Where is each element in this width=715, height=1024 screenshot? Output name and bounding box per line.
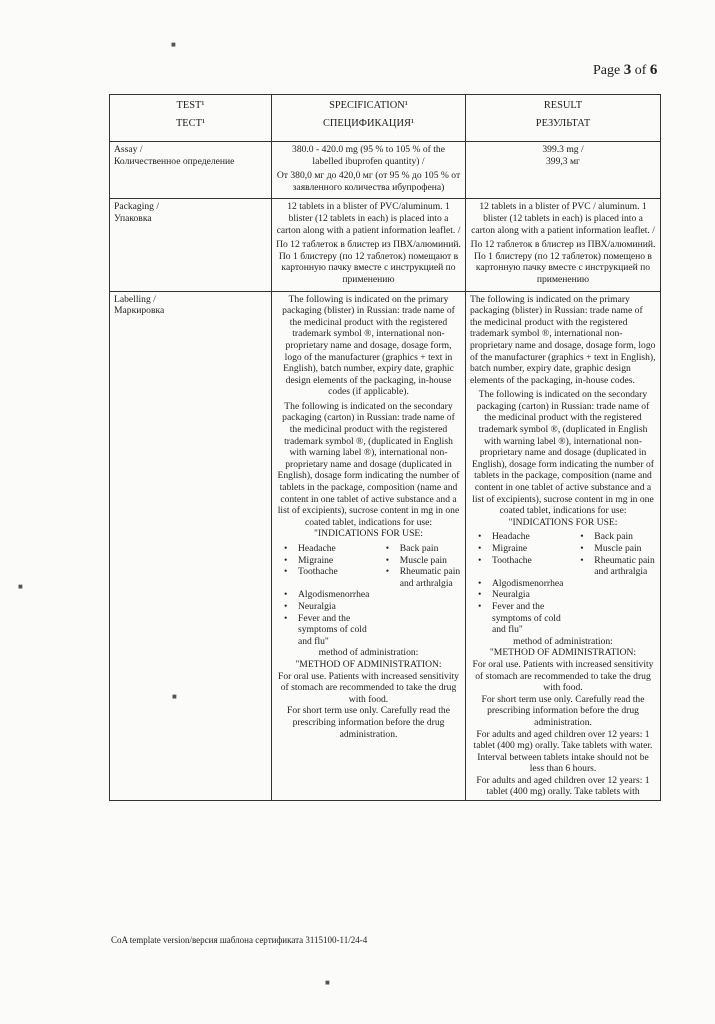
list-item: • Toothache xyxy=(276,566,378,578)
packaging-test xyxy=(110,199,272,291)
list-item: • Algodismenorrhea xyxy=(276,589,378,601)
packaging-spec xyxy=(272,199,466,291)
list-item: • Neuralgia xyxy=(470,589,572,601)
header-row xyxy=(110,95,661,142)
assay-test-en: Assay / xyxy=(114,144,143,155)
assay-spec-en: 380.0 - 420.0 mg (95 % to 105 % of the labelled ibuprofen quantity) / xyxy=(292,144,445,167)
labelling-test-ru: Маркировка xyxy=(114,305,165,317)
list-item: • Headache xyxy=(470,531,572,543)
page-prefix: Page xyxy=(593,63,624,78)
packaging-result-en: 12 tablets in a blister of PVC / aluminum. 1 blister (12 tablets in each) is placed into a carton along with a patient information leaflet. / xyxy=(471,201,655,236)
list-item: • Headache xyxy=(276,543,378,555)
scan-speck: ■ xyxy=(171,40,176,49)
result-interval: Interval between tablets intake should not be less than 6 hours. xyxy=(477,751,649,775)
list-item: • Fever and the symptoms of cold and flu" xyxy=(276,613,378,648)
page-sep: of xyxy=(631,63,650,78)
spec-method-intro: method of administration: xyxy=(318,647,419,659)
template-version-footer: CoA template version/версия шаблона сертификата 3115100-11/24-4 xyxy=(111,935,368,945)
page-number xyxy=(593,62,657,79)
result-ind-more xyxy=(470,578,572,636)
spec-secondary-text: The following is indicated on the secondary packaging (carton) in Russian: trade name of the medicinal product with the registered trademark symbol ®, (duplicated in English with warning label ®), international non-proprietary name and dosage (duplicated in English), dosage form indicating the number of tablets in the package, composition (name and content in one tablet of active substance and a list of excipients), sucrose content in mg in one coated tablet, indications for use: "INDICATIONS FOR USE: xyxy=(277,400,460,540)
result-method-title: "METHOD OF ADMINISTRATION: xyxy=(489,647,637,659)
spec-ind-right xyxy=(378,543,461,589)
header-spec xyxy=(272,95,466,142)
header-spec-ru: СПЕЦИФИКАЦИЯ¹ xyxy=(323,118,414,129)
packaging-spec-ru: По 12 таблеток в блистер из ПВХ/алюминий. По 1 блистеру (по 12 таблеток) помещают в картонную пачку вместе с инструкцией по применению xyxy=(276,239,461,285)
list-item: • Muscle pain xyxy=(378,555,461,567)
labelling-test xyxy=(110,291,272,801)
spec-method-oral: For oral use. Patients with increased sensitivity of stomach are recommended to take the drug with food. xyxy=(278,670,459,705)
assay-result-ru: 399,3 мг xyxy=(546,155,580,167)
spec-method-title: "METHOD OF ADMINISTRATION: xyxy=(295,658,442,670)
packaging-result xyxy=(466,199,661,291)
assay-spec-ru: От 380,0 мг до 420,0 мг (от 95 % до 105 % от заявленного количества ибупрофена) xyxy=(276,170,461,193)
labelling-row xyxy=(110,291,661,801)
list-item: • Algodismenorrhea xyxy=(470,578,572,590)
packaging-row xyxy=(110,199,661,291)
packaging-result-ru: По 12 таблеток в блистер из ПВХ/алюминий. По 1 блистеру (по 12 таблеток) помещено в картонную пачку вместе с инструкцией по применению xyxy=(470,239,656,285)
spec-ind-more xyxy=(276,589,378,647)
header-test xyxy=(110,95,272,142)
packaging-spec-en: 12 tablets in a blister of PVC/aluminum. 1 blister (12 tablets in each) is placed into a carton along with a patient information leaflet. / xyxy=(276,201,461,236)
spec-method-short: For short term use only. Carefully read the prescribing information before the drug administration. xyxy=(287,705,450,740)
list-item: • Rheumatic pain and arthralgia xyxy=(572,555,656,578)
header-test-en: TEST¹ xyxy=(176,100,205,111)
assay-test xyxy=(110,142,272,199)
result-method-oral: For oral use. Patients with increased sensitivity of stomach are recommended to take the drug with food. xyxy=(472,658,654,694)
list-item: • Toothache xyxy=(470,555,572,567)
list-item: • Migraine xyxy=(470,543,572,555)
assay-result xyxy=(466,142,661,199)
labelling-spec xyxy=(272,291,466,801)
spec-indications xyxy=(276,543,461,589)
page-total: 6 xyxy=(649,62,658,78)
result-secondary-text: The following is indicated on the secondary packaging (carton) in Russian: trade name of the medicinal product with the registered trademark symbol ®, (duplicated in English with warning label ®), international non-proprietary name and dosage (duplicated in English), dosage form indicating the number of tablets in the package, composition (name and content in one tablet of active substance and a list of excipients), sucrose content in mg in one coated tablet, indications for use: "INDICATIONS FOR USE: xyxy=(472,389,654,528)
packaging-test-en: Packaging / xyxy=(114,201,160,213)
certificate-table xyxy=(109,94,661,801)
list-item: • Migraine xyxy=(276,555,378,567)
result-ind-left xyxy=(470,531,572,577)
header-test-ru: ТЕСТ¹ xyxy=(175,118,206,129)
assay-row xyxy=(110,142,661,199)
assay-test-ru: Количественное определение xyxy=(114,155,235,167)
list-item: • Fever and the symptoms of cold and flu" xyxy=(470,601,572,636)
scan-speck: ■ xyxy=(325,978,330,987)
list-item: • Muscle pain xyxy=(572,543,656,555)
result-indications xyxy=(470,531,656,577)
result-adults-dose: For adults and aged children over 12 years: 1 tablet (400 mg) orally. Take tablets with water. xyxy=(473,728,653,752)
list-item: • Back pain xyxy=(378,543,461,555)
labelling-test-en: Labelling / xyxy=(114,293,156,305)
labelling-result xyxy=(466,291,661,801)
list-item: • Neuralgia xyxy=(276,601,378,613)
spec-primary-text: The following is indicated on the primary packaging (blister) in Russian: trade name of the medicinal product with the registered trademark symbol ®, international non-proprietary name and dosage, dosage form, logo of the manufacturer (graphics + text in English), batch number, expiry date, graphic design elements of the packaging, in-house codes (if applicable). xyxy=(282,293,455,398)
header-spec-en: SPECIFICATION¹ xyxy=(329,100,408,111)
result-method-intro: method of administration: xyxy=(513,635,613,647)
scan-speck: ■ xyxy=(18,582,23,591)
list-item: • Back pain xyxy=(572,531,656,543)
header-result-ru: РЕЗУЛЬТАТ xyxy=(535,118,591,129)
result-adults-dose-repeat: For adults and aged children over 12 years: 1 tablet (400 mg) orally. Take tablets with xyxy=(476,774,650,798)
result-method-short: For short term use only. Carefully read the prescribing information before the drug administration. xyxy=(481,693,645,728)
header-result xyxy=(466,95,661,142)
assay-spec xyxy=(272,142,466,199)
packaging-test-ru: Упаковка xyxy=(114,212,152,224)
page-current: 3 xyxy=(623,62,632,78)
result-ind-right xyxy=(572,531,656,577)
scan-speck: ■ xyxy=(172,692,177,701)
header-result-en: RESULT xyxy=(543,100,583,111)
spec-ind-left xyxy=(276,543,378,589)
list-item: • Rheumatic pain and arthralgia xyxy=(378,566,461,589)
assay-result-en: 399.3 mg / xyxy=(542,144,584,155)
result-primary-text: The following is indicated on the primary packaging (blister) in Russian: trade name of the medicinal product with the registered trademark symbol ®, international non-proprietary name and dosage, dosage form, logo of the manufacturer (graphics + text in English), batch number, expiry date, graphic design elements of the packaging, in-house codes. xyxy=(470,293,656,386)
